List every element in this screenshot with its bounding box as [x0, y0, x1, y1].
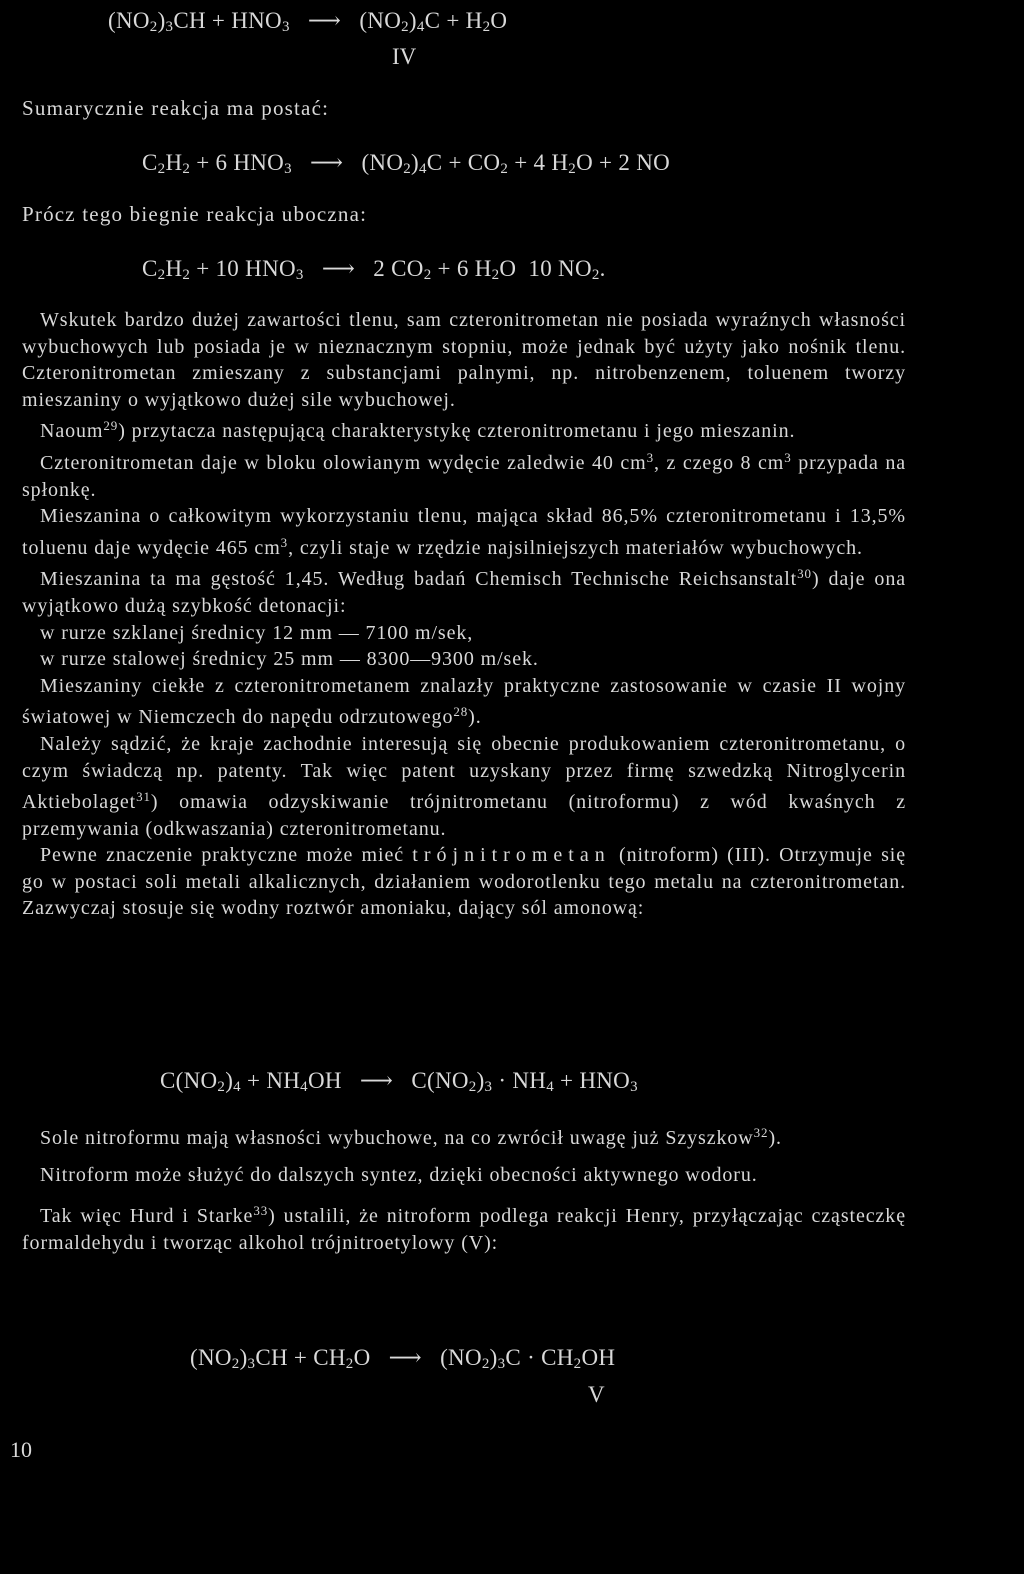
eq-text: + 10 HNO: [190, 256, 296, 281]
eq-text: (NO: [440, 1345, 482, 1370]
eq-text: · NH: [492, 1068, 547, 1093]
eq-text: + 6 HNO: [190, 150, 285, 175]
eq-text: OH: [307, 1068, 342, 1093]
spaced-term: trójnitrometan: [412, 844, 611, 867]
eq-text: OH: [581, 1345, 616, 1370]
eq-text: (NO: [190, 1345, 232, 1370]
body-text-2: [22, 1120, 906, 1256]
eq-text: .: [599, 256, 606, 281]
eq-text: + 6 H: [431, 256, 492, 281]
text: Pewne znaczenie praktyczne może mieć: [40, 844, 413, 867]
reaction-arrow: ⟶: [388, 1345, 422, 1370]
paragraph-2: [22, 413, 906, 445]
paragraph-1: Wskutek bardzo dużej zawartości tlenu, sam czteronitrometan nie posiada wyraźnych własności wybuchowych lub posiada je w nieznacznym stopniu, może jednak być użyty jako nośnik tlenu. Czteronitrometan zmieszany z substancjami palnymi, np. nitrobenzenem, toluenem tworzy mieszaniny o wyjątkowo dużej sile wybuchowej.: [22, 309, 906, 411]
text: Należy sądzić, że kraje zachodnie interesują się obecnie produkowaniem czteronitrometanu, o czym świadczą np. patenty. Tak więc patent uzyskany przez firmę szwedzką Nitroglycerin Aktiebolaget: [22, 732, 906, 814]
lead-sumarycznie: Sumarycznie reakcja ma postać:: [22, 96, 330, 120]
superscript: 3: [784, 449, 792, 465]
footnote-ref: 29: [103, 418, 119, 434]
eq-sub: 3: [295, 267, 304, 283]
eq-sub: 3: [284, 161, 292, 177]
eq-text: H: [165, 150, 183, 175]
paragraph-5: [22, 561, 906, 619]
paragraph-7: [22, 731, 906, 842]
eq-text: O + 2 NO: [576, 150, 671, 175]
footnote-ref: 31: [136, 789, 151, 805]
text: Mieszaniny ciekłe z czteronitrometanem znalazły praktyczne zastosowanie w czasie II wojny światowej w Niemczech do napędu odrzutowego: [22, 674, 906, 729]
paragraph-3: [22, 445, 906, 503]
paragraph-9: [22, 1120, 906, 1152]
eq-sub: 2: [468, 1079, 477, 1095]
eq-sub: 2: [500, 161, 509, 177]
eq-text: (NO: [108, 8, 150, 33]
eq-sub: 2: [149, 19, 158, 35]
eq-text: CH + HNO: [173, 8, 282, 33]
eq-sub: 3: [281, 19, 290, 35]
eq-sub: 2: [182, 161, 191, 177]
reaction-arrow: ⟶: [310, 150, 344, 175]
text: Mieszanina ta ma gęstość 1,45. Według badań Chemisch Technische Reichsanstalt: [40, 568, 798, 591]
eq-text: ): [157, 8, 166, 33]
eq-sub: 3: [497, 1356, 506, 1372]
eq-sub: 3: [484, 1079, 493, 1095]
reaction-arrow: ⟶: [307, 8, 342, 33]
eq-sub: 4: [416, 19, 425, 35]
eq-sub: 2: [345, 1356, 354, 1372]
reaction-arrow: ⟶: [321, 256, 356, 281]
eq-text: O: [499, 256, 517, 281]
text: Tak więc Hurd i Starke: [40, 1205, 254, 1228]
eq-sub: 2: [401, 19, 409, 35]
lead-procz: Prócz tego biegnie reakcja uboczna:: [22, 202, 368, 226]
eq-text: O: [353, 1345, 371, 1370]
eq-text: C · CH: [505, 1345, 574, 1370]
equation-3: [142, 256, 606, 284]
line-glass-tube: w rurze szklanej średnicy 12 mm — 7100 m/sek,: [40, 621, 474, 644]
eq-text: ): [408, 8, 417, 33]
eq-sub: 2: [231, 1356, 240, 1372]
equation-1: [108, 8, 507, 36]
body-text-1: [22, 307, 906, 922]
superscript: 3: [646, 449, 655, 465]
equation-2: [142, 150, 670, 178]
text: ) ustalili, że nitroform podlega reakcji Henry, przyłączając cząsteczkę formaldehydu i tworząc alkohol trójnitroetylowy (V):: [22, 1205, 906, 1254]
footnote-ref: 30: [797, 566, 812, 582]
eq-text: ): [476, 1068, 485, 1093]
eq-sub: 2: [491, 267, 500, 283]
text: , czyli staje w rzędzie najsilniejszych materiałów wybuchowych.: [288, 536, 863, 559]
eq-sub: 2: [157, 161, 166, 177]
reaction-arrow: ⟶: [359, 1068, 394, 1093]
eq-text: ): [411, 150, 419, 175]
text: Sole nitroformu mają własności wybuchowe, na co zwrócił uwagę już Szyszkow: [40, 1127, 754, 1149]
eq-text: ): [225, 1068, 234, 1093]
text: ) przytacza następującą charakterystykę czteronitrometanu i jego mieszanin.: [118, 420, 796, 443]
eq-text: C(NO: [411, 1068, 469, 1093]
eq-text: ): [239, 1345, 248, 1370]
footnote-ref: 32: [753, 1125, 769, 1140]
eq-text: C: [142, 150, 158, 175]
paragraph-4: [22, 503, 906, 561]
line-steel-tube: w rurze stalowej średnicy 25 mm — 8300—9300 m/sek.: [40, 648, 539, 671]
eq-sub: 3: [247, 1356, 256, 1372]
text: ) daje ona wyjątkowo dużą szybkość detonacji:: [22, 568, 906, 617]
eq-text: (NO: [359, 8, 402, 33]
superscript: 3: [280, 534, 289, 550]
eq-sub: 2: [403, 161, 412, 177]
text: Mieszanina o całkowitym wykorzystaniu tlenu, mająca skład 86,5% czteronitrometanu i 13,5% toluenu daje wydęcie 465 cm: [22, 505, 906, 559]
eq-sub: 2: [482, 19, 491, 35]
eq-text: H: [165, 256, 183, 281]
eq-sub: 4: [233, 1079, 241, 1095]
eq-sub: 4: [546, 1079, 554, 1095]
paragraph-10: Nitroform może służyć do dalszych syntez, dzięki obecności aktywnego wodoru.: [40, 1163, 758, 1186]
eq-sub: 2: [573, 1356, 582, 1372]
eq-text: (NO: [361, 150, 404, 175]
eq-text: 2 CO: [373, 256, 424, 281]
eq-sub: 4: [419, 161, 427, 177]
eq-text: + HNO: [553, 1068, 631, 1093]
eq-text: C(NO: [160, 1068, 218, 1093]
text: Czteronitrometan daje w bloku olowianym wydęcie zaledwie 40 cm: [40, 451, 647, 474]
eq-sub: 2: [157, 267, 166, 283]
eq-sub: 2: [182, 267, 191, 283]
eq-text: + 4 H: [508, 150, 569, 175]
text: ) omawia odzyskiwanie trójnitrometanu (nitroformu) z wód kwaśnych z przemywania (odkwaszania) czteronitrometanu.: [22, 791, 906, 840]
eq-sub: 2: [217, 1079, 226, 1095]
paragraph-11: [22, 1198, 906, 1256]
text: , z czego 8 cm: [654, 451, 785, 474]
text: ).: [468, 706, 482, 729]
text: przypada na spłonkę.: [22, 451, 907, 501]
footnote-ref: 28: [453, 704, 469, 720]
eq-sub: 2: [423, 267, 432, 283]
equation-label-v: V: [588, 1382, 605, 1407]
text: (nitroform) (III). Otrzymuje się go w postaci soli metali alkalicznych, działaniem wodorotlenku tego metalu na czteronitrometan. Zazwyczaj stosuje się wodny roztwór amoniaku, dający sól amonową:: [22, 844, 906, 920]
page-number: 10: [10, 1437, 32, 1462]
eq-sub: 2: [591, 267, 600, 283]
eq-text: ): [489, 1345, 498, 1370]
eq-sub: 4: [300, 1079, 308, 1095]
eq-text: O: [490, 8, 508, 33]
equation-label-iv: IV: [392, 44, 417, 69]
eq-sub: 2: [481, 1356, 490, 1372]
equation-5: [190, 1345, 615, 1373]
eq-text: C + H: [424, 8, 483, 33]
eq-text: + NH: [240, 1068, 301, 1093]
eq-text: CH + CH: [255, 1345, 346, 1370]
paragraph-6: [22, 673, 906, 731]
footnote-ref: 33: [253, 1203, 269, 1219]
eq-text: C: [142, 256, 158, 281]
eq-text: C + CO: [426, 150, 501, 175]
eq-sub: 2: [568, 161, 577, 177]
paragraph-8: [22, 842, 906, 922]
text: Naoum: [40, 420, 104, 443]
eq-text: 10 NO: [516, 256, 592, 281]
text: ).: [768, 1127, 782, 1149]
eq-sub: 3: [630, 1079, 638, 1095]
eq-sub: 3: [165, 19, 174, 35]
equation-4: [160, 1068, 638, 1096]
